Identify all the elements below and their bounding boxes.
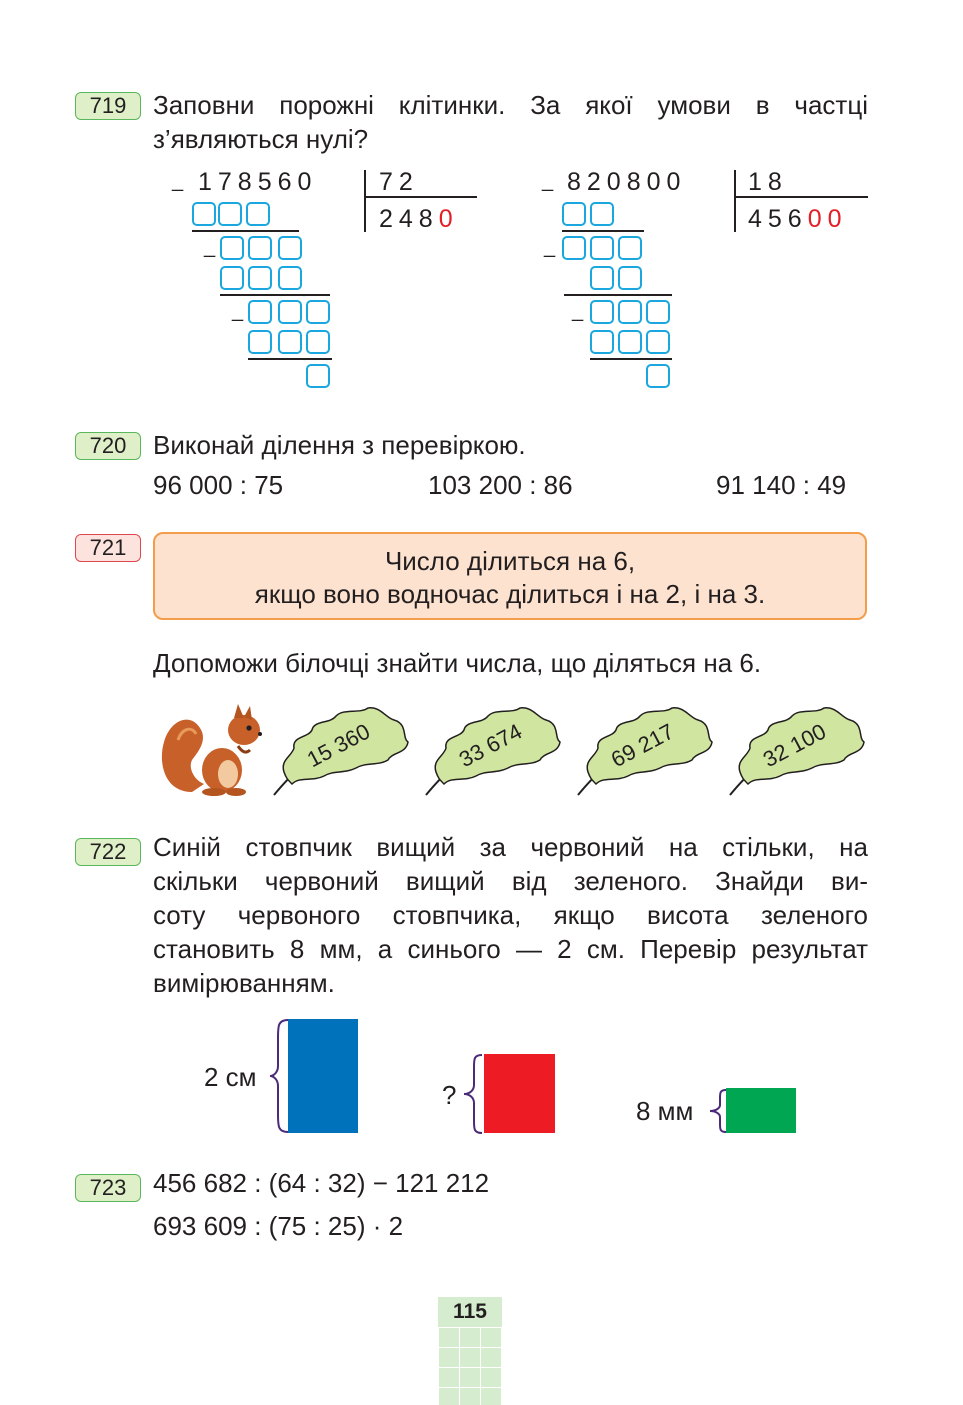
empty-cell[interactable] bbox=[618, 236, 642, 260]
empty-cell[interactable] bbox=[248, 236, 272, 260]
empty-cell[interactable] bbox=[590, 300, 614, 324]
division-bar bbox=[364, 170, 366, 232]
task-722-text-line5: вимірюванням. bbox=[153, 968, 335, 998]
red-bar-label: ? bbox=[442, 1080, 457, 1110]
blue-bar-label: 2 см bbox=[204, 1062, 257, 1092]
task-722-text-line4: становить 8 мм, а синього — 2 см. Перевір результат bbox=[153, 934, 868, 964]
page-number: 115 bbox=[453, 1300, 487, 1323]
empty-cell[interactable] bbox=[562, 202, 586, 226]
page-number-box bbox=[438, 1297, 502, 1405]
subtraction-line bbox=[562, 230, 644, 232]
green-bar-label: 8 мм bbox=[636, 1096, 694, 1126]
leaf-1[interactable] bbox=[274, 708, 408, 795]
empty-cell[interactable] bbox=[220, 266, 244, 290]
subtraction-line bbox=[192, 230, 299, 232]
task-719-text-line1: Заповни порожні клітинки. За якої умови в частці bbox=[153, 90, 868, 120]
empty-cell[interactable] bbox=[618, 300, 642, 324]
division-bar bbox=[734, 170, 736, 232]
rule-line-1: Число ділиться на 6, bbox=[384, 546, 636, 576]
leaf-4[interactable] bbox=[730, 708, 864, 795]
task-722-text-line1: Синій стовпчик вищий за червоний на стільки, на bbox=[153, 832, 868, 862]
task-number-719: 719 bbox=[75, 92, 141, 120]
minus-sign: _ bbox=[544, 236, 556, 258]
empty-cell[interactable] bbox=[278, 330, 302, 354]
task-721-text: Допоможи білочці знайти числа, що діляться на 6. bbox=[153, 648, 762, 678]
brace-icon bbox=[706, 1088, 728, 1134]
empty-cell[interactable] bbox=[618, 330, 642, 354]
empty-cell[interactable] bbox=[192, 202, 216, 226]
dividend: 178560 bbox=[198, 168, 318, 196]
empty-cell[interactable] bbox=[590, 266, 614, 290]
empty-cell[interactable] bbox=[590, 236, 614, 260]
empty-cell[interactable] bbox=[218, 202, 242, 226]
leaf-number: 69 217 bbox=[606, 718, 679, 773]
task-number-720: 720 bbox=[75, 432, 141, 460]
leaves-row bbox=[270, 700, 870, 800]
grid-pattern bbox=[438, 1327, 502, 1405]
leaf-3[interactable] bbox=[578, 708, 712, 795]
empty-cell[interactable] bbox=[562, 236, 586, 260]
task-722-text-line3: соту червоного стовпчика, якщо висота зеленого bbox=[153, 900, 868, 930]
leaf-number: 33 674 bbox=[454, 718, 527, 773]
subtraction-line bbox=[564, 294, 672, 296]
empty-cell[interactable] bbox=[590, 202, 614, 226]
empty-cell[interactable] bbox=[220, 236, 244, 260]
leaf-number: 32 100 bbox=[758, 718, 831, 773]
squirrel-image bbox=[158, 700, 268, 798]
task-719-text-line2: з’являються нулі? bbox=[153, 124, 369, 154]
task-number-723: 723 bbox=[75, 1174, 141, 1202]
green-bar bbox=[726, 1088, 796, 1133]
empty-cell[interactable] bbox=[278, 300, 302, 324]
rule-line-2: якщо воно водночас ділиться і на 2, і на 3. bbox=[254, 579, 766, 609]
quotient: 45600 bbox=[748, 205, 848, 233]
rule-box bbox=[153, 532, 867, 620]
minus-sign: _ bbox=[232, 300, 244, 322]
task-722-text-line2: скільки червоний вищий від зеленого. Знайди ви- bbox=[153, 866, 868, 896]
empty-cell[interactable] bbox=[248, 330, 272, 354]
empty-cell[interactable] bbox=[590, 330, 614, 354]
minus-sign: _ bbox=[542, 170, 554, 192]
empty-cell[interactable] bbox=[248, 266, 272, 290]
brace-icon bbox=[268, 1018, 290, 1134]
brace-icon bbox=[462, 1053, 484, 1135]
empty-cell[interactable] bbox=[646, 330, 670, 354]
red-bar bbox=[484, 1054, 555, 1133]
task-number-721: 721 bbox=[75, 534, 141, 562]
subtraction-line bbox=[248, 358, 332, 360]
task-720-text: Виконай ділення з перевіркою. bbox=[153, 430, 526, 460]
divisor: 18 bbox=[748, 168, 788, 196]
blue-bar bbox=[288, 1019, 358, 1133]
divisor: 72 bbox=[379, 168, 419, 196]
division-example-1: 96 000 : 75 bbox=[153, 470, 284, 500]
empty-cell[interactable] bbox=[246, 202, 270, 226]
empty-cell[interactable] bbox=[646, 300, 670, 324]
subtraction-line bbox=[220, 294, 330, 296]
empty-cell[interactable] bbox=[618, 266, 642, 290]
leaf-number: 15 360 bbox=[302, 718, 375, 773]
division-example-2: 103 200 : 86 bbox=[428, 470, 573, 500]
task-number-722: 722 bbox=[75, 838, 141, 866]
empty-cell[interactable] bbox=[248, 300, 272, 324]
empty-cell[interactable] bbox=[646, 364, 670, 388]
minus-sign: _ bbox=[204, 236, 216, 258]
quotient: 2480 bbox=[379, 205, 459, 233]
minus-sign: _ bbox=[572, 300, 584, 322]
empty-cell[interactable] bbox=[306, 300, 330, 324]
expression-1: 456 682 : (64 : 32) − 121 212 bbox=[153, 1168, 490, 1198]
leaf-2[interactable] bbox=[426, 708, 560, 795]
expression-2: 693 609 : (75 : 25) · 2 bbox=[153, 1211, 404, 1241]
empty-cell[interactable] bbox=[306, 364, 330, 388]
empty-cell[interactable] bbox=[278, 236, 302, 260]
empty-cell[interactable] bbox=[306, 330, 330, 354]
division-example-3: 91 140 : 49 bbox=[716, 470, 847, 500]
minus-sign: _ bbox=[172, 170, 184, 192]
empty-cell[interactable] bbox=[278, 266, 302, 290]
subtraction-line bbox=[590, 358, 672, 360]
dividend: 820800 bbox=[567, 168, 687, 196]
